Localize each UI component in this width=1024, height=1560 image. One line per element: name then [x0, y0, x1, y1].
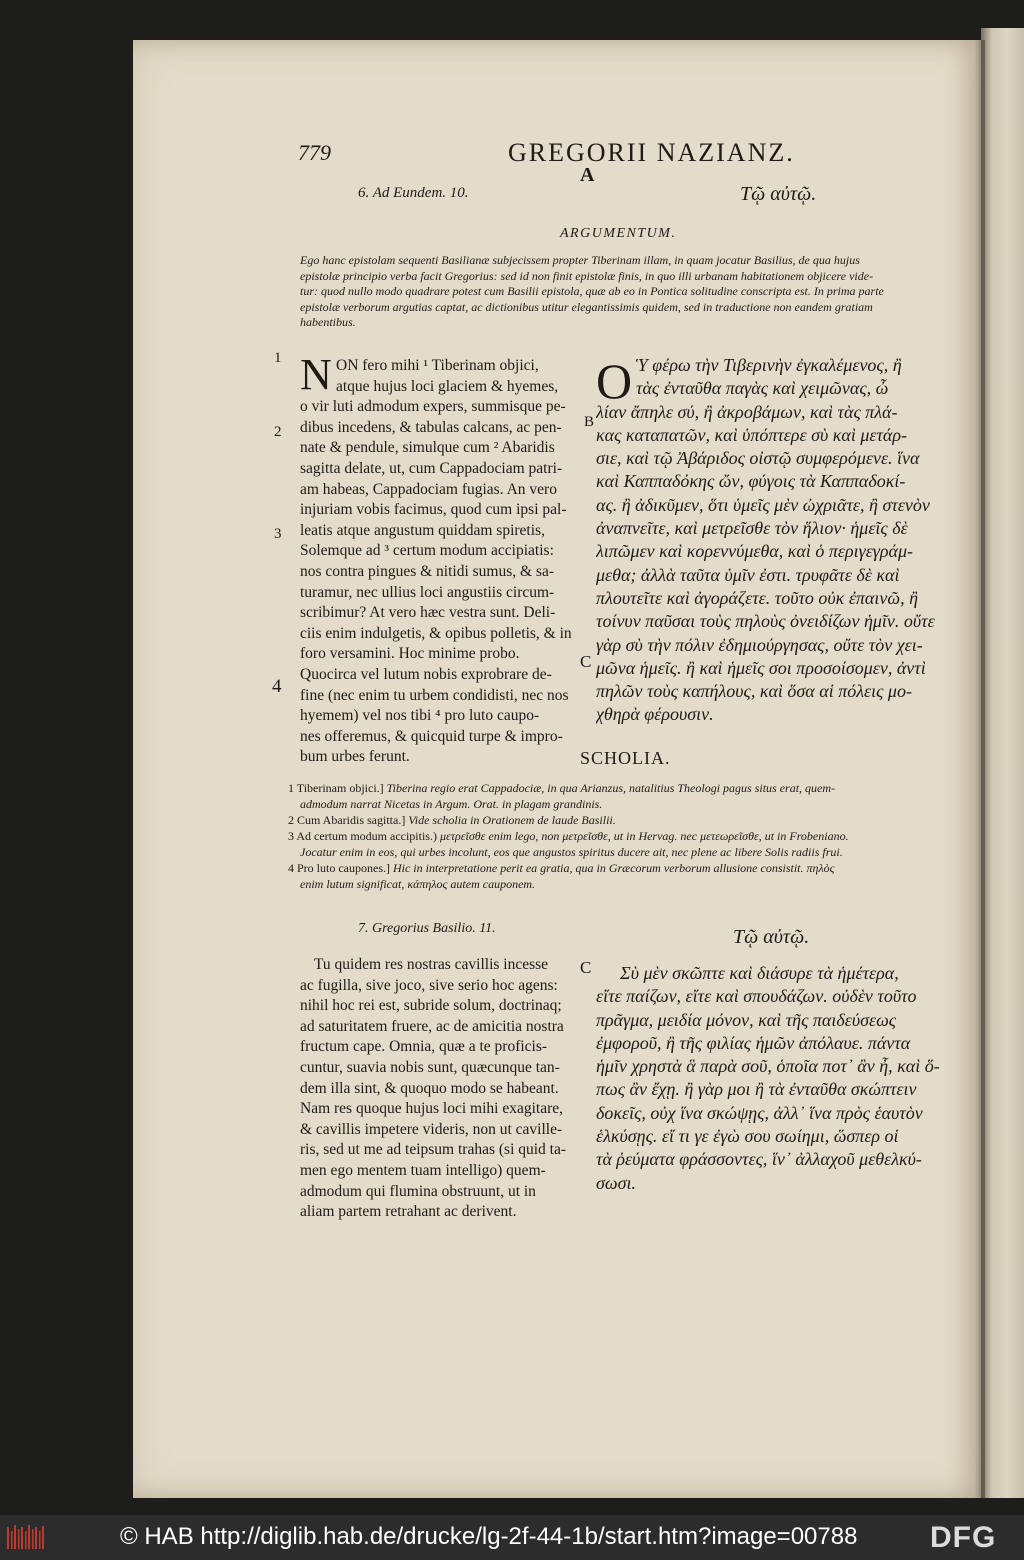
latin-line: o vir luti admodum expers, summisque pe-: [300, 398, 566, 416]
latin-line: foro versamini. Hoc minime probo.: [300, 645, 520, 663]
greek-line: χθηρὰ φέρουσιν.: [596, 704, 714, 725]
latin-line: bum urbes ferunt.: [300, 748, 410, 766]
argumentum-line: habentibus.: [300, 315, 356, 329]
footer-bar: [0, 1515, 1024, 1560]
greek-line: δοκεῖς, οὐχ ἵνα σκώψῃς, ἀλλ᾽ ἵνα πρὸς ἑαυτὸν: [596, 1102, 923, 1123]
scholia-lemma: 2 Cum Abaridis sagitta.]: [288, 813, 406, 827]
epistle6-latin-heading: 6. Ad Eundem. 10.: [358, 185, 469, 201]
greek-line: σιε, καὶ τῷ Ἀβάριδος οἰστῷ συμφερόμενε. ἵνα: [596, 448, 920, 469]
scholia-item: [288, 860, 968, 876]
greek-line: πρᾶγμα, μειδία μόνον, καὶ τῆς παιδεύσεως: [596, 1009, 897, 1030]
latin-line: turamur, nec ullius loci angustiis circum-: [300, 583, 555, 601]
argumentum-line: epistolæ verborum argutias captat, ac dictionibus utitur elegantissimis quidem, sed in traductione non eandem gratiam: [300, 299, 873, 314]
epistle7-latin-heading: 7. Gregorius Basilio. 11.: [358, 921, 496, 936]
margin-note-number: 4: [272, 676, 282, 697]
scholia-text: Vide scholia in Orationem de laude Basilii.: [408, 813, 616, 827]
latin-line: dibus incedens, & tabulas calcans, ac pen-: [300, 418, 562, 436]
latin-line: hyemem) vel nos tibi ⁴ pro luto caupo-: [300, 707, 540, 725]
latin-line: nate & pendule, simulque cum ² Abaridis: [300, 439, 555, 457]
latin-drop-cap: N: [300, 350, 332, 399]
facing-page-edge: [981, 28, 1024, 1498]
greek-line: τὰς ἐνταῦθα παγὰς καὶ χειμῶνας, ὦ: [636, 378, 889, 399]
epistle7-latin-text: [300, 955, 590, 1223]
greek-line: πως ἂν ἔχῃ. ἢ γὰρ μοι ἢ τὰ ἐνταῦθα σκώπτειν: [596, 1079, 917, 1100]
copyright-url[interactable]: © HAB http://diglib.hab.de/drucke/lg-2f-44-1b/start.htm?image=00788: [120, 1523, 858, 1550]
scholia-item: [288, 876, 968, 892]
greek-line: τοίνυν παῦσαι τοὺς πηλοὺς ὀνειδίζων ἡμῖν. οὔτε: [596, 611, 935, 632]
greek-line: λίαν ἄπηλε σύ, ἢ ἀκροβάμων, καὶ τὰς πλά-: [596, 401, 898, 422]
latin-line: fructum cape. Omnia, quæ a te proficis-: [300, 1038, 548, 1056]
latin-line: ON fero mihi ¹ Tiberinam objici,: [336, 357, 539, 374]
latin-line: Tu quidem res nostras cavillis incesse: [314, 956, 549, 973]
gutter-shadow: [975, 40, 985, 1498]
argumentum-title: ARGUMENTUM.: [560, 226, 677, 241]
hab-barcode-icon: [6, 1523, 46, 1553]
scholia-title: SCHOLIA.: [580, 748, 671, 768]
argumentum-line: Ego hanc epistolam sequenti Basilianæ subjecissem propter Tiberinam illam, in quam jocatur Basilius, de qua hujus: [300, 253, 860, 267]
dfg-logo: DFG: [930, 1521, 997, 1554]
margin-note-number: 1: [274, 350, 282, 366]
epistle7-greek-text: [596, 962, 966, 1195]
scholia-text: admodum narrat Nicetas in Argum. Orat. in plagam grandinis.: [300, 797, 603, 811]
greek-line: ἡμῖν χρηστὰ ἃ παρὰ σοῦ, ὁποῖα ποτ᾽ ἂν ἦ, καὶ ὅ-: [596, 1056, 940, 1077]
scholia-item: [288, 796, 968, 812]
margin-note-number: 2: [274, 424, 282, 440]
greek-line: γὰρ σὺ τὴν πόλιν ἐδημιούργησας, οὔτε τὸν χει-: [596, 634, 923, 655]
greek-line: καὶ Καππαδόκης ὤν, φύγοις τὰ Καππαδοκί-: [596, 471, 906, 492]
scholia-notes: [288, 780, 968, 892]
greek-line: πλουτεῖτε καὶ ἀγοράζετε. τοῦτο οὐκ ἐπαινῶ, ἢ: [596, 587, 919, 608]
latin-line: am habeas, Cappadociam fugias. An vero: [300, 480, 557, 498]
latin-line: atque hujus loci glaciem & hyemes,: [336, 377, 559, 395]
signature-mark-c: C: [580, 652, 592, 671]
scholia-text: Jocatur enim in eos, qui urbes incolunt, eos que angustos spiritus ducere ait, nec plene ac libere Solis radiis frui.: [300, 845, 843, 859]
greek-line: τὰ ῥεύματα φράσσοντες, ἵν᾽ ἀλλαχοῦ μεθελκύ-: [596, 1149, 922, 1170]
signature-mark-b: B: [584, 414, 595, 430]
latin-line: ciis enim indulgetis, & opibus polletis, & in: [300, 624, 572, 642]
greek-line: σωσι.: [596, 1172, 636, 1193]
latin-line: aliam partem retrahant ac derivent.: [300, 1203, 517, 1221]
greek-line: μῶνα ἡμεῖς. ἢ καὶ ἡμεῖς σοι προσοίσομεν, ἀντὶ: [596, 657, 926, 678]
scholia-text: enim lutum significat, κάπηλος autem cauponem.: [300, 877, 536, 891]
signature-mark-c2: C: [580, 958, 592, 977]
greek-drop-cap: O: [596, 353, 633, 409]
scholia-item: [288, 844, 968, 860]
argumentum-line: tur: quod nullo modo quadrare potest cum Basilii epistola, quæ ab eo in Pontica solitudine conscripta est. In prima parte: [300, 284, 884, 298]
scholia-item: [288, 828, 968, 844]
latin-line: cuntur, suavia nobis sunt, quæcunque tan-: [300, 1058, 560, 1076]
latin-line: Nam res quoque hujus loci mihi exagitare,: [300, 1100, 564, 1118]
scholia-item: [288, 812, 968, 828]
latin-line: nos contra pingues & nitidi sumus, & sa-: [300, 562, 555, 580]
scholia-lemma: 3 Ad certum modum accipitis.): [288, 829, 437, 843]
latin-line: nes offeremus, & quicquid turpe & impro-: [300, 727, 563, 745]
latin-line: admodum qui flumina obstruunt, ut in: [300, 1182, 536, 1200]
greek-line: ἐμφοροῦ, ἢ τῆς φιλίας ἡμῶν ἀπόλαυε. πάντα: [596, 1032, 911, 1053]
latin-line: fine (nec enim tu urbem condidisti, nec nos: [300, 686, 569, 704]
scholia-item: [288, 780, 968, 796]
latin-line: men ego mentem tuam intelligo) quem-: [300, 1161, 546, 1179]
latin-line: ac fugilla, sive joco, sive serio hoc agens:: [300, 976, 558, 994]
scholia-text: Hic in interpretatione perit ea gratia, qua in Græcorum verborum allusione consistit. πηλὸς: [392, 861, 835, 875]
greek-line: μεθα; ἀλλὰ ταῦτα ὑμῖν ἐστι. τρυφᾶτε δὲ καὶ: [596, 564, 900, 585]
greek-line: κας καταπατῶν, καὶ ὑπόπτερε σὺ καὶ μετάρ-: [596, 424, 908, 445]
latin-line: & cavillis impetere videris, non ut caville-: [300, 1120, 563, 1138]
latin-line: dem illa sint, & quoquo modo se habeant.: [300, 1079, 559, 1097]
page-number: 779: [298, 140, 331, 165]
epistle6-latin-text: [300, 356, 590, 768]
scholia-text: μετρεῖσθε enim lego, non μετρεῖσθε, ut in Hervag. nec μετεωρεῖσθε, ut in Frobeniano.: [439, 829, 849, 843]
latin-line: ad saturitatem fruere, ac de amicitia nostra: [300, 1017, 564, 1035]
argumentum-line: epistolæ principio verba facit Gregorius: sed id non finit epistolæ finis, in quo illi urbanam habitationem objicere vide-: [300, 268, 874, 283]
greek-line: Ὑ φέρω τὴν Τιβερινὴν ἐγκαλέμενος, ἢ: [636, 355, 902, 375]
scholia-text: Tiberina regio erat Cappadociæ, in qua Arianzus, natalitius Theologi pagus situs erat, quem-: [386, 781, 836, 795]
greek-line: ἑλκύσῃς. εἴ τι γε ἐγὼ σου σωίημι, ὥσπερ οἱ: [596, 1126, 899, 1147]
latin-line: sagitta delate, ut, cum Cappadociam patri-: [300, 459, 563, 477]
epistle7-greek-heading: Τῷ αὐτῷ.: [733, 926, 810, 948]
greek-line: εἴτε παίζων, εἴτε καὶ σπουδάζων. οὐδὲν τοῦτο: [596, 986, 917, 1007]
greek-line: λιπῶμεν καὶ κορεννύμεθα, καὶ ὁ περιγεγράμ-: [596, 541, 913, 562]
scholia-lemma: 1 Tiberinam objici.]: [288, 781, 384, 795]
latin-line: leatis atque angustum quiddam spiretis,: [300, 521, 545, 539]
margin-note-number: 3: [274, 526, 282, 542]
latin-line: Quocirca vel lutum nobis exprobrare de-: [300, 665, 552, 683]
latin-line: Solemque ad ³ certum modum accipiatis:: [300, 542, 554, 560]
running-head: GREGORII NAZIANZ.: [508, 138, 795, 167]
epistle6-greek-heading: Τῷ αὐτῷ.: [740, 183, 817, 205]
epistle6-greek-text: [596, 354, 966, 727]
greek-line: ἀναπνεῖτε, καὶ μετρεῖσθε τὸν ἥλιον· ἡμεῖς δὲ: [596, 518, 908, 539]
latin-line: ris, sed ut me ad teipsum trahas (si quid ta-: [300, 1141, 567, 1159]
signature-mark-a: A: [580, 164, 595, 186]
latin-line: injuriam vobis facimus, quod cum ipsi pal-: [300, 501, 567, 519]
greek-line: πηλῶν τοὺς καπήλους, καὶ ὅσα αἱ πόλεις μο-: [596, 681, 912, 702]
greek-line: ας. ἢ ἀδικῦμεν, ὅτι ὑμεῖς μὲν ὠχριᾶτε, ἢ στενὸν: [596, 494, 930, 515]
argumentum-text: [300, 253, 964, 331]
latin-line: nihil hoc rei est, subride solum, doctrinaq;: [300, 997, 562, 1015]
latin-line: scribimur? At vero hæc vestra sunt. Deli-: [300, 604, 556, 622]
greek-line: Σὺ μὲν σκῶπτε καὶ διάσυρε τὰ ἡμέτερα,: [620, 963, 899, 983]
scholia-lemma: 4 Pro luto caupones.]: [288, 861, 390, 875]
